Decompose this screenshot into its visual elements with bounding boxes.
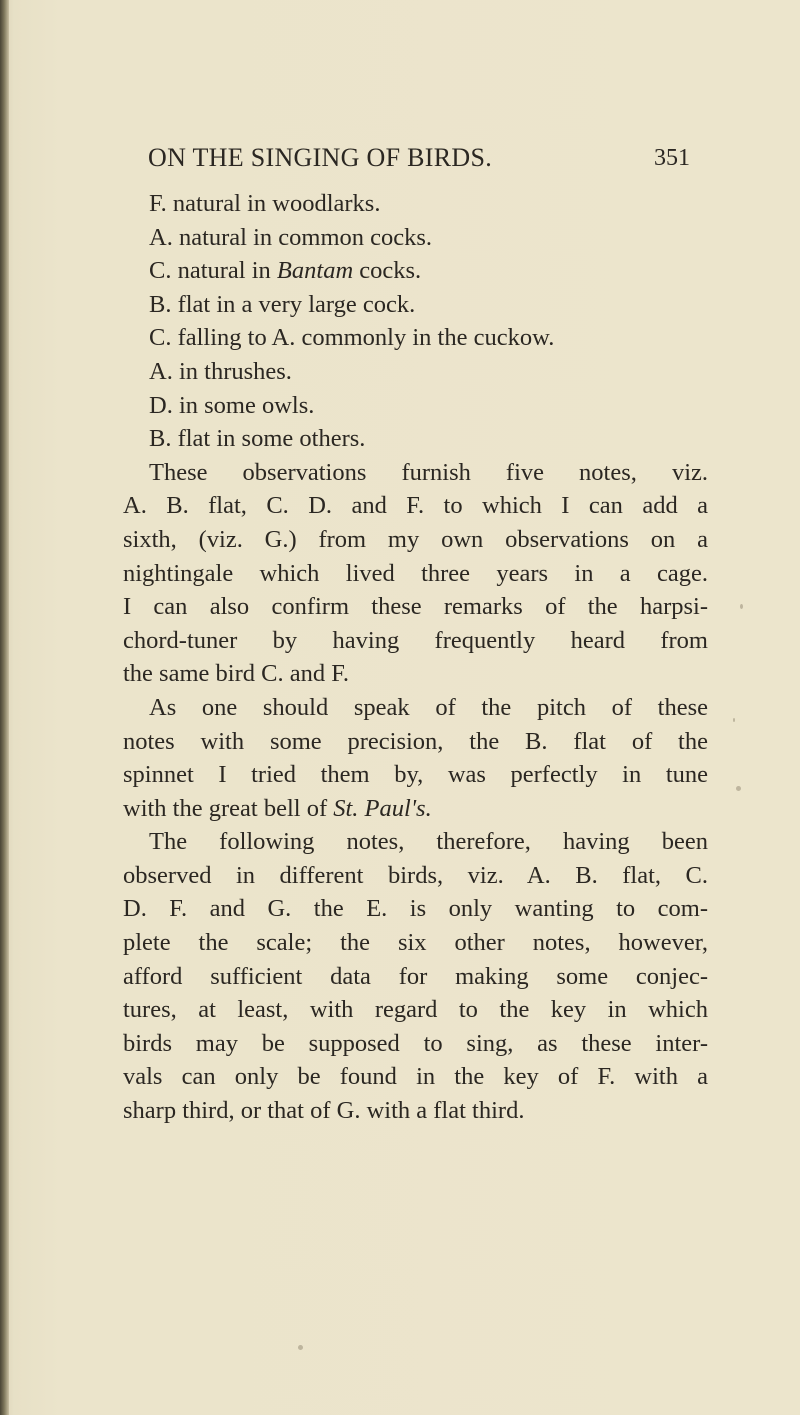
body-text [123,187,708,1128]
list-item [123,288,708,322]
note-description: natural in common cocks. [178,223,433,251]
text-line: sharp third, or that of G. with a flat third. [123,1097,525,1125]
text-line: D. F. and G. the E. is only wanting to com- [123,895,708,923]
text-line: chord-tuner by having frequently heard from [123,626,708,654]
page-number: 351 [654,145,690,171]
text-line: afford sufficient data for making some conjec- [123,962,708,990]
text-line: spinnet I tried them by, was perfectly in tune [123,761,708,789]
text-line: I can also confirm these remarks of the harpsi- [123,593,708,621]
italic-phrase: St. Paul's. [333,794,432,822]
note-description: falling to A. commonly in the cuckow. [177,324,555,352]
note-description: in some owls. [178,391,315,419]
text-line: the same bird C. and F. [123,660,349,688]
list-item [123,254,708,288]
note-letter: C. [149,257,172,285]
note-letter: C. [149,324,172,352]
paragraph-pitch [123,691,708,825]
running-head [0,143,800,177]
paragraph-scale [123,825,708,1127]
note-description: natural in [177,257,277,285]
list-item [123,355,708,389]
note-description: natural in woodlarks. [172,190,381,217]
list-item [123,422,708,456]
list-item [123,187,708,221]
note-list [123,187,708,456]
binding-edge [0,0,9,1415]
text-line: observed in different birds, viz. A. B. flat, C. [123,861,708,889]
text-line [123,792,708,826]
paper-speck [740,604,743,609]
note-letter: D. [149,391,173,419]
note-letter: A. [149,357,173,385]
text-line: birds may be supposed to sing, as these inter- [123,1029,708,1057]
note-letter: A. [149,223,173,251]
paper-speck [736,786,741,791]
line-text: with the great bell of [123,794,334,822]
note-description: cocks. [353,257,422,285]
paper-speck [733,718,735,722]
note-description: flat in some others. [177,425,366,453]
text-line: As one should speak of the pitch of these [149,693,708,721]
text-line: tures, at least, with regard to the key in which [123,996,708,1024]
text-line: sixth, (viz. G.) from my own observations on a [123,525,708,553]
text-line: vals can only be found in the key of F. with a [123,1063,708,1091]
note-letter: B. [149,290,172,318]
text-line: A. B. flat, C. D. and F. to which I can add a [123,492,708,520]
note-letter: F. [149,190,167,217]
list-item [123,389,708,423]
running-title: ON THE SINGING OF BIRDS. [148,143,493,172]
text-line: These observations furnish five notes, viz. [149,458,708,486]
italic-word: Bantam [276,257,354,285]
text-line: The following notes, therefore, having been [149,828,708,856]
note-letter: B. [149,425,172,453]
text-line: nightingale which lived three years in a cage. [123,559,708,587]
list-item [123,221,708,255]
text-line: notes with some precision, the B. flat of the [123,727,708,755]
paragraph-observations [123,456,708,691]
note-description: flat in a very large cock. [177,290,416,318]
paper-speck [298,1345,303,1350]
note-description: in thrushes. [178,357,292,385]
list-item [123,321,708,355]
text-line: plete the scale; the six other notes, however, [123,929,708,957]
